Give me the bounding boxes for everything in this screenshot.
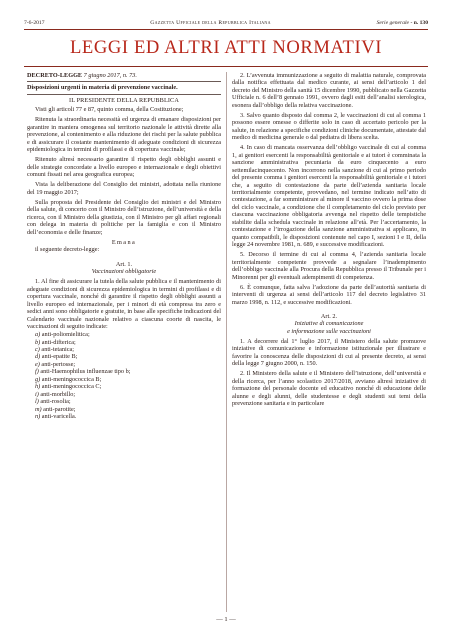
article-2-title-line-2: e informazione sulle vaccinazioni — [287, 327, 371, 335]
list-letter: c) — [35, 345, 40, 353]
list-letter: i) — [35, 390, 39, 398]
list-text: anti-rosolia; — [40, 398, 71, 406]
right-column — [232, 72, 426, 408]
list-text: anti-tetanica; — [41, 345, 75, 353]
list-text: anti-parotite; — [43, 405, 76, 413]
title-rule — [24, 66, 428, 67]
list-letter: n) — [35, 413, 41, 421]
vaccine-list — [35, 331, 221, 420]
list-text: anti-poliomielitica; — [41, 331, 90, 339]
header-rule — [24, 29, 428, 30]
list-item — [35, 368, 221, 375]
heading-divider — [27, 81, 221, 82]
list-letter: h) — [35, 383, 41, 391]
header-publication: Gazzetta Ufficiale della Repubblica Italiana — [150, 19, 271, 26]
header-issue-number: - n. 130 — [410, 19, 428, 26]
issuer: IL PRESIDENTE DELLA REPUBBLICA — [69, 96, 179, 104]
article-2-number: Art. 2. — [320, 312, 338, 320]
list-letter: m) — [35, 405, 42, 413]
list-item — [35, 339, 221, 346]
list-text: anti-difterica; — [41, 338, 76, 346]
list-letter: l) — [35, 398, 39, 406]
decree-type: DECRETO-LEGGE — [27, 72, 83, 79]
list-text: anti-pertosse; — [41, 360, 76, 368]
list-text: anti-Haemophilus influenzae tipo b; — [40, 368, 131, 376]
preamble-paragraph: Ritenuta la straordinaria necessità ed urgenza di emanare disposizioni per garantire in maniera omogenea sul territorio nazionale le attività dirette alla prevenzione, al contenimento e alla riduzione dei rischi per la salute pubblica e di assicurare il costante mantenimento di adeguate condizioni di sicurezza epidemiologica in termini di profilassi e di copertura vaccinale; — [27, 116, 221, 154]
emana-follow: il seguente decreto-legge: — [35, 246, 100, 254]
list-letter: f) — [35, 368, 39, 376]
list-text: anti-meningococcica C; — [41, 383, 102, 391]
list-letter: d) — [35, 353, 41, 361]
list-item — [35, 383, 221, 390]
list-letter: b) — [35, 338, 41, 346]
article-1-paragraph-6: 6. È comunque, fatta salva l’adozione da parte dell’autorità sanitaria di interventi di urgenza ai sensi dell’articolo 117 del decreto legislativo 31 marzo 1998, n. 112, e successive modificazioni. — [232, 283, 426, 306]
article-1-number: Art. 1. — [115, 260, 133, 268]
left-column — [27, 72, 221, 421]
article-1-paragraph-5: 5. Decorso il termine di cui al comma 4, l’azienda sanitaria locale territorialmente competente provvede a segnalare l’inadempimento dell’obbligo vaccinale alla Procura della Repubblica presso il Tribunale per i Minorenni per gli eventuali adempimenti di competenza. — [232, 251, 426, 281]
decree-date: 7 giugno 2017, n. 73. — [83, 72, 137, 79]
section-title: LEGGI ED ALTRI ATTI NORMATIVI — [69, 37, 383, 58]
header-date: 7-6-2017 — [24, 19, 45, 26]
list-text: anti-varicella. — [41, 413, 77, 421]
article-1-title: Vaccinazioni obbligatorie — [91, 268, 157, 276]
article-1-paragraph-2: 2. L’avvenuta immunizzazione a seguito di malattia naturale, comprovata dalla notifica effettuata dal medico curante, ai sensi dell’articolo 1 del decreto del Ministro della sanità 15 dicembre 1990, pubblicato nella Gazzetta Ufficiale n. 6 dell’8 gennaio 1991, ovvero dagli esiti dell’analisi sierologica, esonera dall’obbligo della relativa vaccinazione. — [232, 72, 426, 109]
running-header — [24, 18, 428, 28]
emana-heading: Emana — [111, 238, 137, 246]
list-item — [35, 331, 221, 338]
page-number: — 1 — — [216, 616, 236, 623]
article-2-title-line-1: Iniziative di comunicazione — [294, 320, 364, 328]
list-letter: e) — [35, 360, 40, 368]
list-item — [35, 376, 221, 383]
column-divider — [226, 72, 227, 612]
header-series-label: Serie generale — [376, 19, 410, 26]
list-letter: g) — [35, 375, 41, 383]
list-letter: a) — [35, 331, 41, 339]
list-item — [35, 391, 221, 398]
header-series — [377, 20, 428, 27]
article-1-paragraph-4: 4. In caso di mancata osservanza dell’obbligo vaccinale di cui al comma 1, ai genitori esercenti la responsabilità genitoriale e ai tutori è comminata la sanzione amministrativa pecuniaria da euro cinquecento a euro settemilacinquecento. Non incorrono nella sanzione di cui al primo periodo del presente comma i genitori esercenti la responsabilità genitoriale e i tutori che, a seguito di contestazione da parte dell’azienda sanitaria locale territorialmente competente, provvedano, nel termine indicato nell’atto di contestazione, a far somministrare al minore il vaccino ovvero la prima dose del ciclo vaccinale, a condizione che il completamento del ciclo previsto per ciascuna vaccinazione obbligatoria avvenga nel rispetto delle tempistiche stabilite dalla schedula vaccinale in relazione all’età. Per l’accertamento, la contestazione e l’irrogazione della sanzione amministrativa si applicano, in quanto compatibili, le disposizioni contenute nel capo I, sezioni I e II, della legge 24 novembre 1981, n. 689, e successive modificazioni. — [232, 144, 426, 249]
list-item — [35, 398, 221, 405]
article-1-paragraph-3: 3. Salvo quanto disposto dal comma 2, le vaccinazioni di cui al comma 1 possono essere omesse o differite solo in caso di accertato pericolo per la salute, in relazione a specifiche condizioni cliniche documentate, attestate dal medico di medicina generale o dal pediatra di libera scelta. — [232, 111, 426, 142]
list-item — [35, 413, 221, 420]
article-1-paragraph-1: 1. Al fine di assicurare la tutela della salute pubblica e il mantenimento di adeguate condizioni di sicurezza epidemiologica in termini di profilassi e di copertura vaccinale, nonché di garantire il rispetto degli obblighi assunti a livello europeo ed internazionale, per i minori di età compresa tra zero e sedici anni sono obbligatorie e gratuite, in base alle specifiche indicazioni del Calendario vaccinale nazionale relativo a ciascuna coorte di nascita, le vaccinazioni di seguito indicate: — [27, 278, 221, 331]
decree-subject — [27, 84, 221, 91]
list-text: anti-epatite B; — [41, 353, 78, 361]
list-text: anti-meningococcica B; — [41, 375, 102, 383]
subject-divider — [27, 94, 221, 95]
list-item — [35, 353, 221, 360]
list-text: anti-morbillo; — [40, 390, 76, 398]
preamble-paragraph: Vista la deliberazione del Consiglio dei ministri, adottata nella riunione del 19 maggio 2017; — [27, 181, 221, 196]
list-item — [35, 361, 221, 368]
preamble-paragraph: Visti gli articoli 77 e 87, quinto comma, della Costituzione; — [35, 106, 184, 114]
list-item — [35, 406, 221, 413]
preamble-paragraph: Ritenuto altresì necessario garantire il rispetto degli obblighi assunti e delle strategie concordate a livello europeo e internazionale e degli obiettivi comuni fissati nel area geografica europea; — [27, 156, 221, 179]
decree-heading — [27, 72, 221, 79]
decree-subject-text: Disposizioni urgenti in materia di prevenzione vaccinale. — [27, 84, 178, 92]
list-item — [35, 346, 221, 353]
preamble-paragraph: Sulla proposta del Presidente del Consiglio dei ministri e del Ministro della salute, di concerto con il Ministro dell’istruzione, dell’università e della ricerca, con il Ministro della giustizia, con il Ministro per gli affari regionali con delega in materia di politiche per la famiglia e con il Ministro dell’economia e delle finanze; — [27, 198, 221, 236]
article-2-paragraph-1: 1. A decorrere dal 1° luglio 2017, il Ministero della salute promuove iniziative di comunicazione e informazione istituzionale per illustrare e favorire la conoscenza delle disposizioni di cui al presente decreto, ai sensi della legge 7 giugno 2000, n. 150. — [232, 337, 426, 368]
article-2-paragraph-2: 2. Il Ministero della salute e il Ministero dell’istruzione, dell’università e della ricerca, per l’anno scolastico 2017/2018, avviano altresì iniziative di formazione del personale docente ed educativo nonché di educazione delle alunne e degli alunni, delle studentesse e degli studenti sui temi della prevenzione sanitaria e in particolare — [232, 370, 426, 408]
